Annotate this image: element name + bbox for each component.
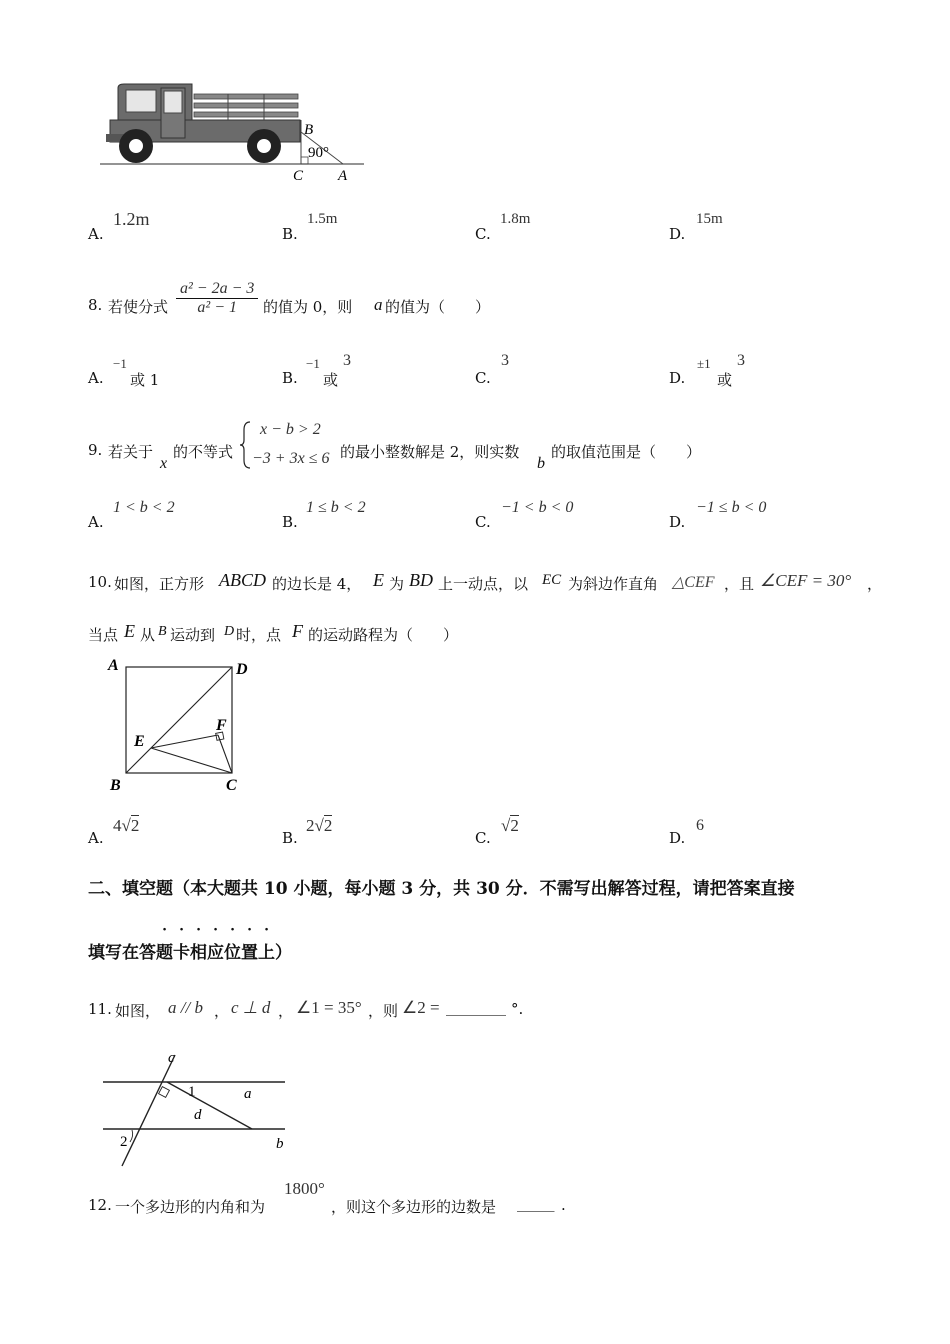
q10-option-a-value (113, 816, 139, 836)
q10-text-b: 的边长是 4， (272, 575, 362, 593)
q9-ineq2: −3 + 3x ≤ 6 (252, 450, 330, 467)
q8-option-a-letter: A. (88, 369, 104, 387)
fig-label-a: a (244, 1086, 252, 1102)
q8-denominator: a² − 1 (197, 299, 237, 316)
fig-label-c: c (168, 1050, 175, 1066)
q10-angle: ∠CEF = 30° (760, 571, 852, 590)
q10-option-a-rad: 2 (130, 816, 140, 835)
q10-number: 10. (88, 573, 112, 591)
q11-number: 11. (88, 1000, 112, 1018)
q8-option-a-tail: 或 1 (130, 371, 160, 389)
q11-b: ， (214, 1002, 230, 1020)
fig-label-d: d (194, 1107, 202, 1123)
q10-e: E (373, 570, 384, 590)
q12-a: 一个多边形的内角和为 (115, 1198, 266, 1216)
q10-text-a: 如图，正方形 (114, 575, 205, 593)
fig-label-F: F (216, 717, 227, 734)
q8-option-b-tail: 或 (323, 371, 339, 389)
q10-option-c-value (501, 816, 519, 836)
q8-option-b-value: −1 (306, 356, 320, 371)
q9-option-d: −1 ≤ b < 0 (696, 499, 767, 516)
q9-option-a-letter: A. (88, 513, 104, 531)
q8-option-c-value: 3 (501, 352, 509, 369)
q9-suffix: 的最小整数解是 2，则实数 (340, 443, 520, 461)
q8-option-b-sup: 3 (343, 352, 351, 369)
q7-option-b-letter: B. (282, 225, 298, 243)
q11-angle2: ∠2 = (402, 998, 440, 1017)
q7-option-d-letter: D. (669, 225, 686, 243)
q10-option-b-value (306, 816, 332, 836)
q8-option-d-sup: 3 (737, 352, 745, 369)
q10-l2-a: 当点 (88, 626, 119, 644)
q8-var: a (374, 295, 383, 314)
q10-option-a-coef: 4 (113, 816, 122, 835)
section2-heading-line1: 二、填空题（本大题共 10 小题，每小题 3 分，共 30 分．不需写出解答过程，请把答案直接 (88, 879, 795, 899)
q10-bd: BD (409, 570, 433, 590)
q9-mid: 的不等式 (173, 443, 234, 461)
parallel-lines-figure (100, 1050, 300, 1172)
emphasis-dots: · · · · · · · (162, 922, 269, 938)
fig-label-2: 2 (120, 1134, 128, 1150)
q11-a: 如图， (115, 1002, 161, 1020)
fig-label-E: E (134, 733, 145, 750)
q8-numerator: a² − 2a − 3 (176, 280, 258, 299)
q8-option-d-value: ±1 (697, 356, 711, 371)
q8-fraction (176, 280, 258, 317)
q10-option-a-letter: A. (88, 829, 104, 847)
q8-option-d-letter: D. (669, 369, 686, 387)
label-B: B (304, 122, 314, 138)
q9-end: 的取值范围是（ ） (551, 443, 702, 461)
q9-option-a: 1 < b < 2 (113, 499, 175, 516)
q10-abcd: ABCD (219, 570, 266, 590)
q10-option-b-coef: 2 (306, 816, 315, 835)
q9-brace (238, 420, 252, 470)
q12-value: 1800° (284, 1179, 325, 1198)
q9-number: 9. (88, 441, 103, 459)
truck-figure (98, 80, 368, 185)
section2-heading-line2: 填写在答题卡相应位置上） (88, 943, 292, 963)
q9-option-c-letter: C. (475, 513, 491, 531)
q8-suffix1: 的值为 0，则 (263, 298, 353, 316)
q10-option-b-rad: 2 (323, 816, 333, 835)
q10-text-f: ，且 (724, 575, 755, 593)
label-A: A (338, 168, 348, 184)
q10-option-b-letter: B. (282, 829, 298, 847)
q11-perp: c ⊥ d (231, 998, 271, 1017)
q10-l2-b: 从 (140, 626, 156, 644)
q11-end: °. (511, 1000, 524, 1018)
q9-option-b-letter: B. (282, 513, 298, 531)
q11-parallel: a // b (168, 998, 203, 1017)
fig-label-A: A (108, 657, 119, 674)
q10-l2-D: D (224, 624, 235, 639)
q10-option-c-letter: C. (475, 829, 491, 847)
square-figure (100, 650, 270, 800)
q8-suffix2: 的值为（ ） (385, 298, 491, 316)
q9-prefix: 若关于 (108, 443, 154, 461)
q10-triangle: △CEF (672, 574, 715, 591)
q10-option-d-value: 6 (696, 817, 704, 834)
q9-var-b: b (537, 455, 545, 472)
q9-var-x: x (160, 455, 168, 472)
q10-option-d-letter: D. (669, 829, 686, 847)
q12-b: ，则这个多边形的边数是 (331, 1198, 497, 1216)
q9-ineq1: x − b > 2 (260, 421, 321, 438)
q12-end: . (561, 1196, 566, 1214)
q7-option-a-letter: A. (88, 225, 104, 243)
q7-option-c-letter: C. (475, 225, 491, 243)
q10-text-d: 上一动点，以 (438, 575, 529, 593)
sqrt-sign: √ (121, 816, 131, 835)
fig-label-D: D (236, 661, 248, 678)
q10-l2-d: 时，点 (236, 626, 282, 644)
q7-option-b: 1.5m (307, 211, 338, 227)
q10-l2-e2: 的运动路程为（ ） (308, 626, 459, 644)
fig-label-C: C (226, 777, 237, 794)
q10-l2-e: E (124, 621, 135, 641)
q8-number: 8. (88, 296, 103, 314)
fig-label-1: 1 (188, 1084, 196, 1100)
q7-option-c: 1.8m (500, 211, 531, 227)
q9-option-b: 1 ≤ b < 2 (306, 499, 366, 516)
q10-ec: EC (542, 572, 562, 588)
q10-l2-c: 运动到 (170, 626, 216, 644)
q11-d: ，则 (368, 1002, 399, 1020)
fig-label-b: b (276, 1136, 284, 1152)
label-angle: 90° (308, 145, 329, 161)
sqrt-sign: √ (314, 816, 324, 835)
q11-c: ， (278, 1002, 294, 1020)
q7-option-d: 15m (696, 211, 723, 227)
q7-option-a: 1.2m (113, 209, 150, 229)
q8-prefix: 若使分式 (108, 298, 169, 316)
q9-option-c: −1 < b < 0 (501, 499, 574, 516)
q8-option-b-letter: B. (282, 369, 298, 387)
q8-option-d-tail: 或 (717, 371, 733, 389)
q9-option-d-letter: D. (669, 513, 686, 531)
q11-angle1: ∠1 = 35° (296, 998, 362, 1017)
q10-option-c-rad: 2 (510, 816, 519, 835)
q10-text-g: ， (867, 575, 883, 593)
q8-option-a-value: −1 (113, 356, 127, 371)
q10-text-c: 为 (389, 575, 405, 593)
q11-blank[interactable]: ________ (446, 998, 506, 1016)
q12-number: 12. (88, 1196, 112, 1214)
label-C: C (293, 168, 304, 184)
q8-option-c-letter: C. (475, 369, 491, 387)
q12-blank[interactable]: _____ (517, 1194, 555, 1212)
q10-l2-B: B (158, 624, 167, 639)
fig-label-B: B (110, 777, 121, 794)
q10-l2-F: F (292, 621, 303, 641)
q10-text-e: 为斜边作直角 (568, 575, 659, 593)
sqrt-sign: √ (501, 816, 511, 835)
